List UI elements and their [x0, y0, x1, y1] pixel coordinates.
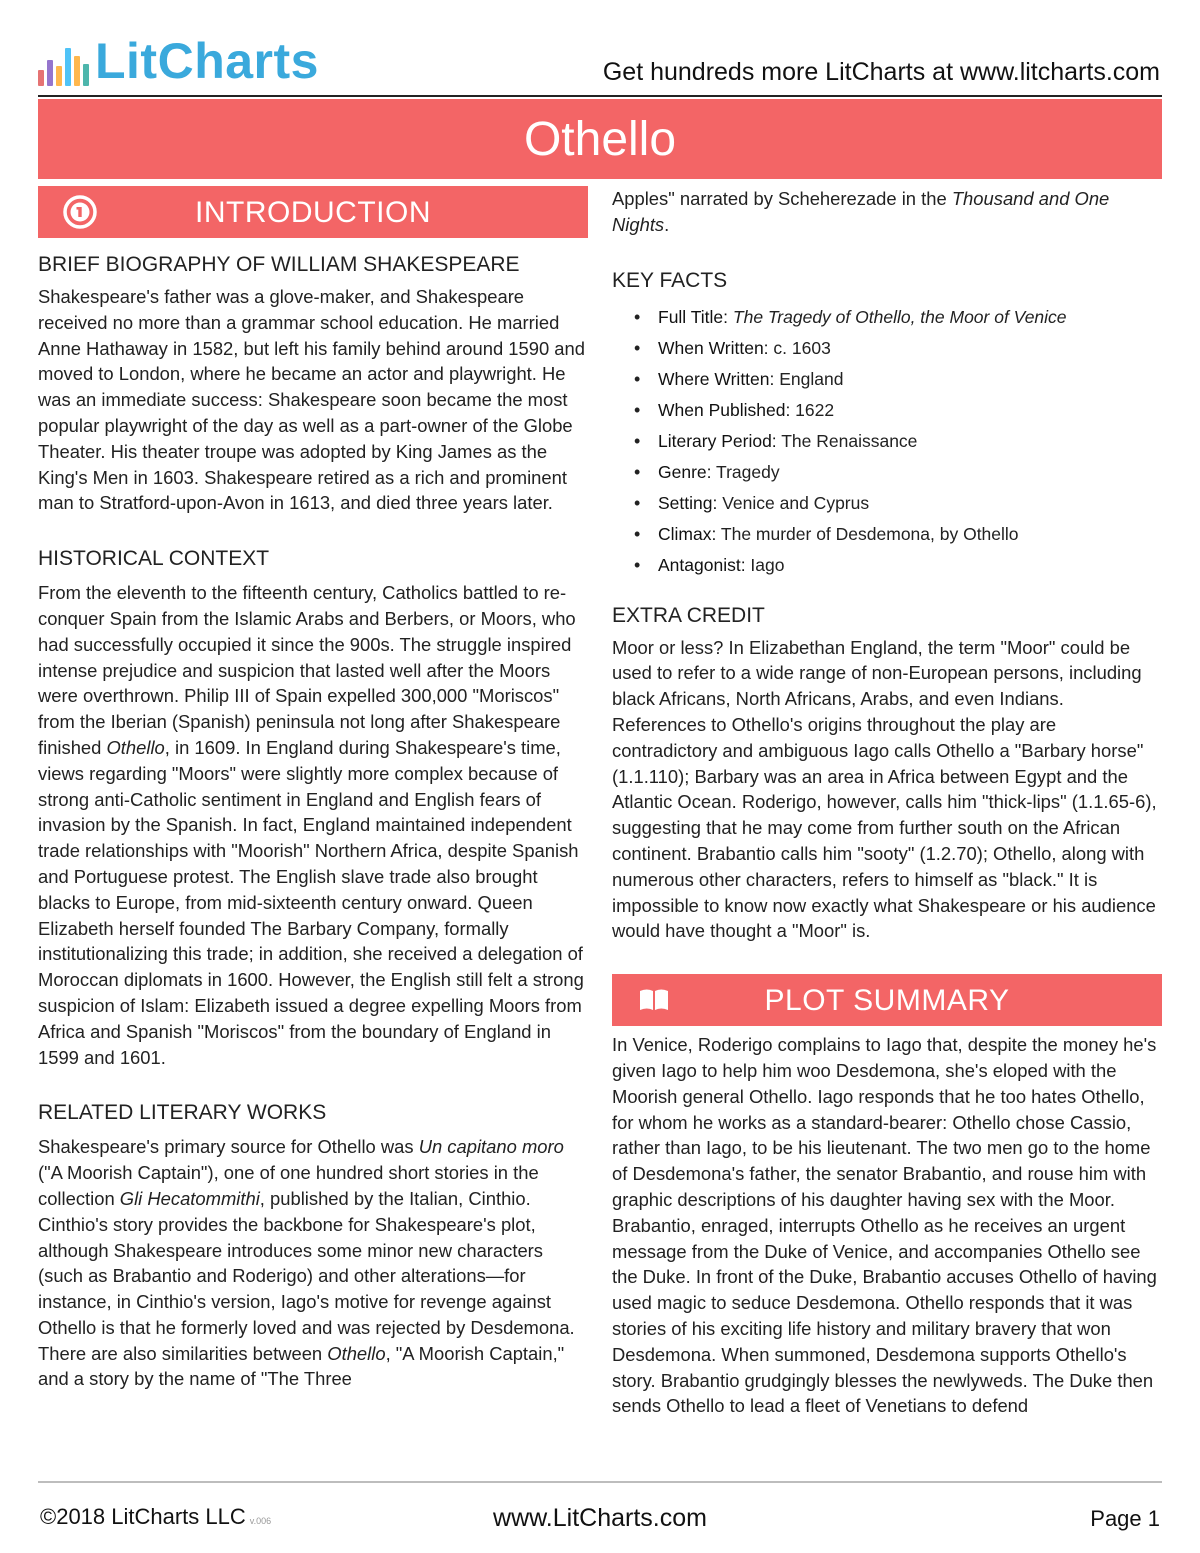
key-fact-item	[612, 457, 1162, 488]
key-fact-label: Antagonist:	[658, 554, 751, 575]
page-header	[38, 30, 1162, 96]
key-fact-value: England	[779, 368, 844, 389]
extra-credit-heading: EXTRA CREDIT	[612, 603, 765, 627]
biography-text: Shakespeare's father was a glove-maker, and Shakespeare received no more than a grammar school education. He married Anne Hathaway in 1582, but left his family behind around 1590 and moved to London, where he became an actor and playwright. He was an immediate success: Shakespeare soon became the most popular playwright of the day as well as a part-owner of the Globe Theater. His theater troupe was adopted by King James as the King's Men in 1603. Shakespeare retired as a rich and prominent man to Stratford-upon-Avon in 1613, and died three years later.	[38, 286, 585, 514]
key-facts-list	[612, 302, 1162, 581]
plot-summary-text: In Venice, Roderigo complains to Iago that, despite the money he's given Iago to help him woo Desdemona, she's eloped with the Moorish general Othello. Iago responds that he too hates Othello, for whom he works as a standard-bearer: Othello chose Cassio, rather than Iago, to be his lieutenant. The two men go to the home of Desdemona's father, the senator Brabantio, and rouse him with graphic descriptions of his daughter having sex with the Moor. Brabantio, enraged, interrupts Othello as he receives an urgent message from the Duke of Venice, and accompanies Othello see the Duke. In front of the Duke, Brabantio accuses Othello of having used magic to seduce Desdemona. Othello responds that it was stories of his exciting life history and military bravery that won Desdemona. When summoned, Desdemona supports Othello's story. Brabantio grudgingly blesses the newlyweds. The Duke then sends Othello to lead a fleet of Venetians to defend	[612, 1034, 1157, 1417]
plot-summary-header	[612, 974, 1162, 1026]
key-fact-item	[612, 395, 1162, 426]
logo-bars-icon	[38, 46, 89, 86]
key-fact-label: Full Title:	[658, 306, 733, 327]
key-fact-value: c. 1603	[773, 337, 831, 358]
key-fact-value: 1622	[795, 399, 835, 420]
key-fact-label: Climax:	[658, 523, 721, 544]
related-works-text: Shakespeare's primary source for Othello was Un capitano moro ("A Moorish Captain"), one of one hundred short stories in the collection Gli Hecatommithi, published by the Italian, Cinthio. Cinthio's story provides the backbone for Shakespeare's plot, although Shakespeare introduces some minor new characters (such as Brabantio and Roderigo) and other alterations—for instance, in Cinthio's version, Iago's motive for revenge against Othello is that he formerly loved and was rejected by Desdemona. There are also similarities between Othello, "A Moorish Captain," and a story by the name of "The Three	[38, 1136, 575, 1390]
header-divider	[38, 95, 1162, 97]
introduction-header	[38, 186, 588, 238]
right-column	[612, 186, 1162, 1419]
key-fact-value: Tragedy	[716, 461, 780, 482]
extra-credit-text: Moor or less? In Elizabethan England, the term "Moor" could be used to refer to a wide range of non-European persons, including black Africans, North Africans, Arabs, and even Indians. References to Othello's origins throughout the play are contradictory and ambiguous Iago calls Othello a "Barbary horse" (1.1.110); Barbary was an area in Africa between Egypt and the Atlantic Ocean. Roderigo, however, calls him "thick-lips" (1.1.65-6), suggesting that he may come from further south on the African continent. Brabantio calls him "sooty" (1.2.70); Othello, along with numerous other characters, refers to himself as "black." It is impossible to know now exactly what Shakespeare or his audience would have thought a "Moor" is.	[612, 636, 1157, 942]
footer-url-link[interactable]: www.LitCharts.com	[493, 1504, 707, 1532]
key-facts-heading: KEY FACTS	[612, 268, 728, 292]
litcharts-logo[interactable]	[38, 33, 319, 89]
footer-divider	[38, 1481, 1162, 1483]
historical-context-text: From the eleventh to the fifteenth century, Catholics battled to re-conquer Spain from the Islamic Arabs and Berbers, or Moors, who had successfully occupied it since the 900s. The struggle inspired intense prejudice and suspicion that lasted well after the Moors were overthrown. Philip III of Spain expelled 300,000 "Moriscos" from the Iberian (Spanish) peninsula not long after Shakespeare finished Othello, in 1609. In England during Shakespeare's time, views regarding "Moors" were slightly more complex because of strong anti-Catholic sentiment in England and English fears of invasion by the Spanish. In fact, England maintained independent trade relationships with "Moorish" Northern Africa, despite Spanish and Portuguese protest. The English slave trade also brought blacks to Europe, from mid-sixteenth century onward. Queen Elizabeth herself founded The Barbary Company, formally institutionalizing this trade; in addition, she received a delegation of Moroccan diplomats in 1600. However, the English still felt a strong suspicion of Islam: Elizabeth issued a degree expelling Moors from Africa and Spanish "Moriscos" from the boundary of England in 1599 and 1601.	[38, 582, 584, 1068]
key-fact-item	[612, 302, 1162, 333]
key-fact-value: Venice and Cyprus	[722, 492, 870, 513]
related-works-heading: RELATED LITERARY WORKS	[38, 1101, 327, 1125]
page-number: Page 1	[1090, 1506, 1160, 1531]
key-fact-item	[612, 488, 1162, 519]
key-fact-value: The Tragedy of Othello, the Moor of Venice	[732, 306, 1067, 327]
key-fact-label: Genre:	[658, 461, 717, 482]
related-works-continued: Apples" narrated by Scheherezade in the Thousand and One Nights.	[612, 188, 1110, 235]
key-fact-label: When Published:	[658, 399, 796, 420]
key-fact-value: The murder of Desdemona, by Othello	[720, 523, 1019, 544]
title-banner	[38, 99, 1162, 179]
key-fact-item	[612, 333, 1162, 364]
key-fact-item	[612, 519, 1162, 550]
introduction-title: INTRODUCTION	[195, 196, 431, 229]
historical-context-heading: HISTORICAL CONTEXT	[38, 547, 270, 571]
key-fact-label: Literary Period:	[658, 430, 782, 451]
left-column	[38, 186, 588, 1392]
biography-heading: BRIEF BIOGRAPHY OF WILLIAM SHAKESPEARE	[38, 253, 520, 276]
key-fact-item	[612, 550, 1162, 581]
key-fact-value: The Renaissance	[781, 430, 918, 451]
key-fact-label: Setting:	[658, 492, 723, 513]
key-fact-value: Iago	[750, 554, 785, 575]
page-title: Othello	[523, 112, 677, 166]
plot-summary-title: PLOT SUMMARY	[764, 984, 1010, 1018]
header-tagline: Get hundreds more LitCharts at www.litcharts.com	[602, 58, 1160, 86]
key-fact-label: When Written:	[658, 337, 774, 358]
key-fact-item	[612, 364, 1162, 395]
footer-copyright: ©2018 LitCharts LLC v.006	[40, 1504, 272, 1529]
key-fact-label: Where Written:	[658, 368, 780, 389]
logo-text: LitCharts	[95, 33, 319, 89]
key-fact-item	[612, 426, 1162, 457]
version-label: v.006	[249, 1516, 272, 1526]
